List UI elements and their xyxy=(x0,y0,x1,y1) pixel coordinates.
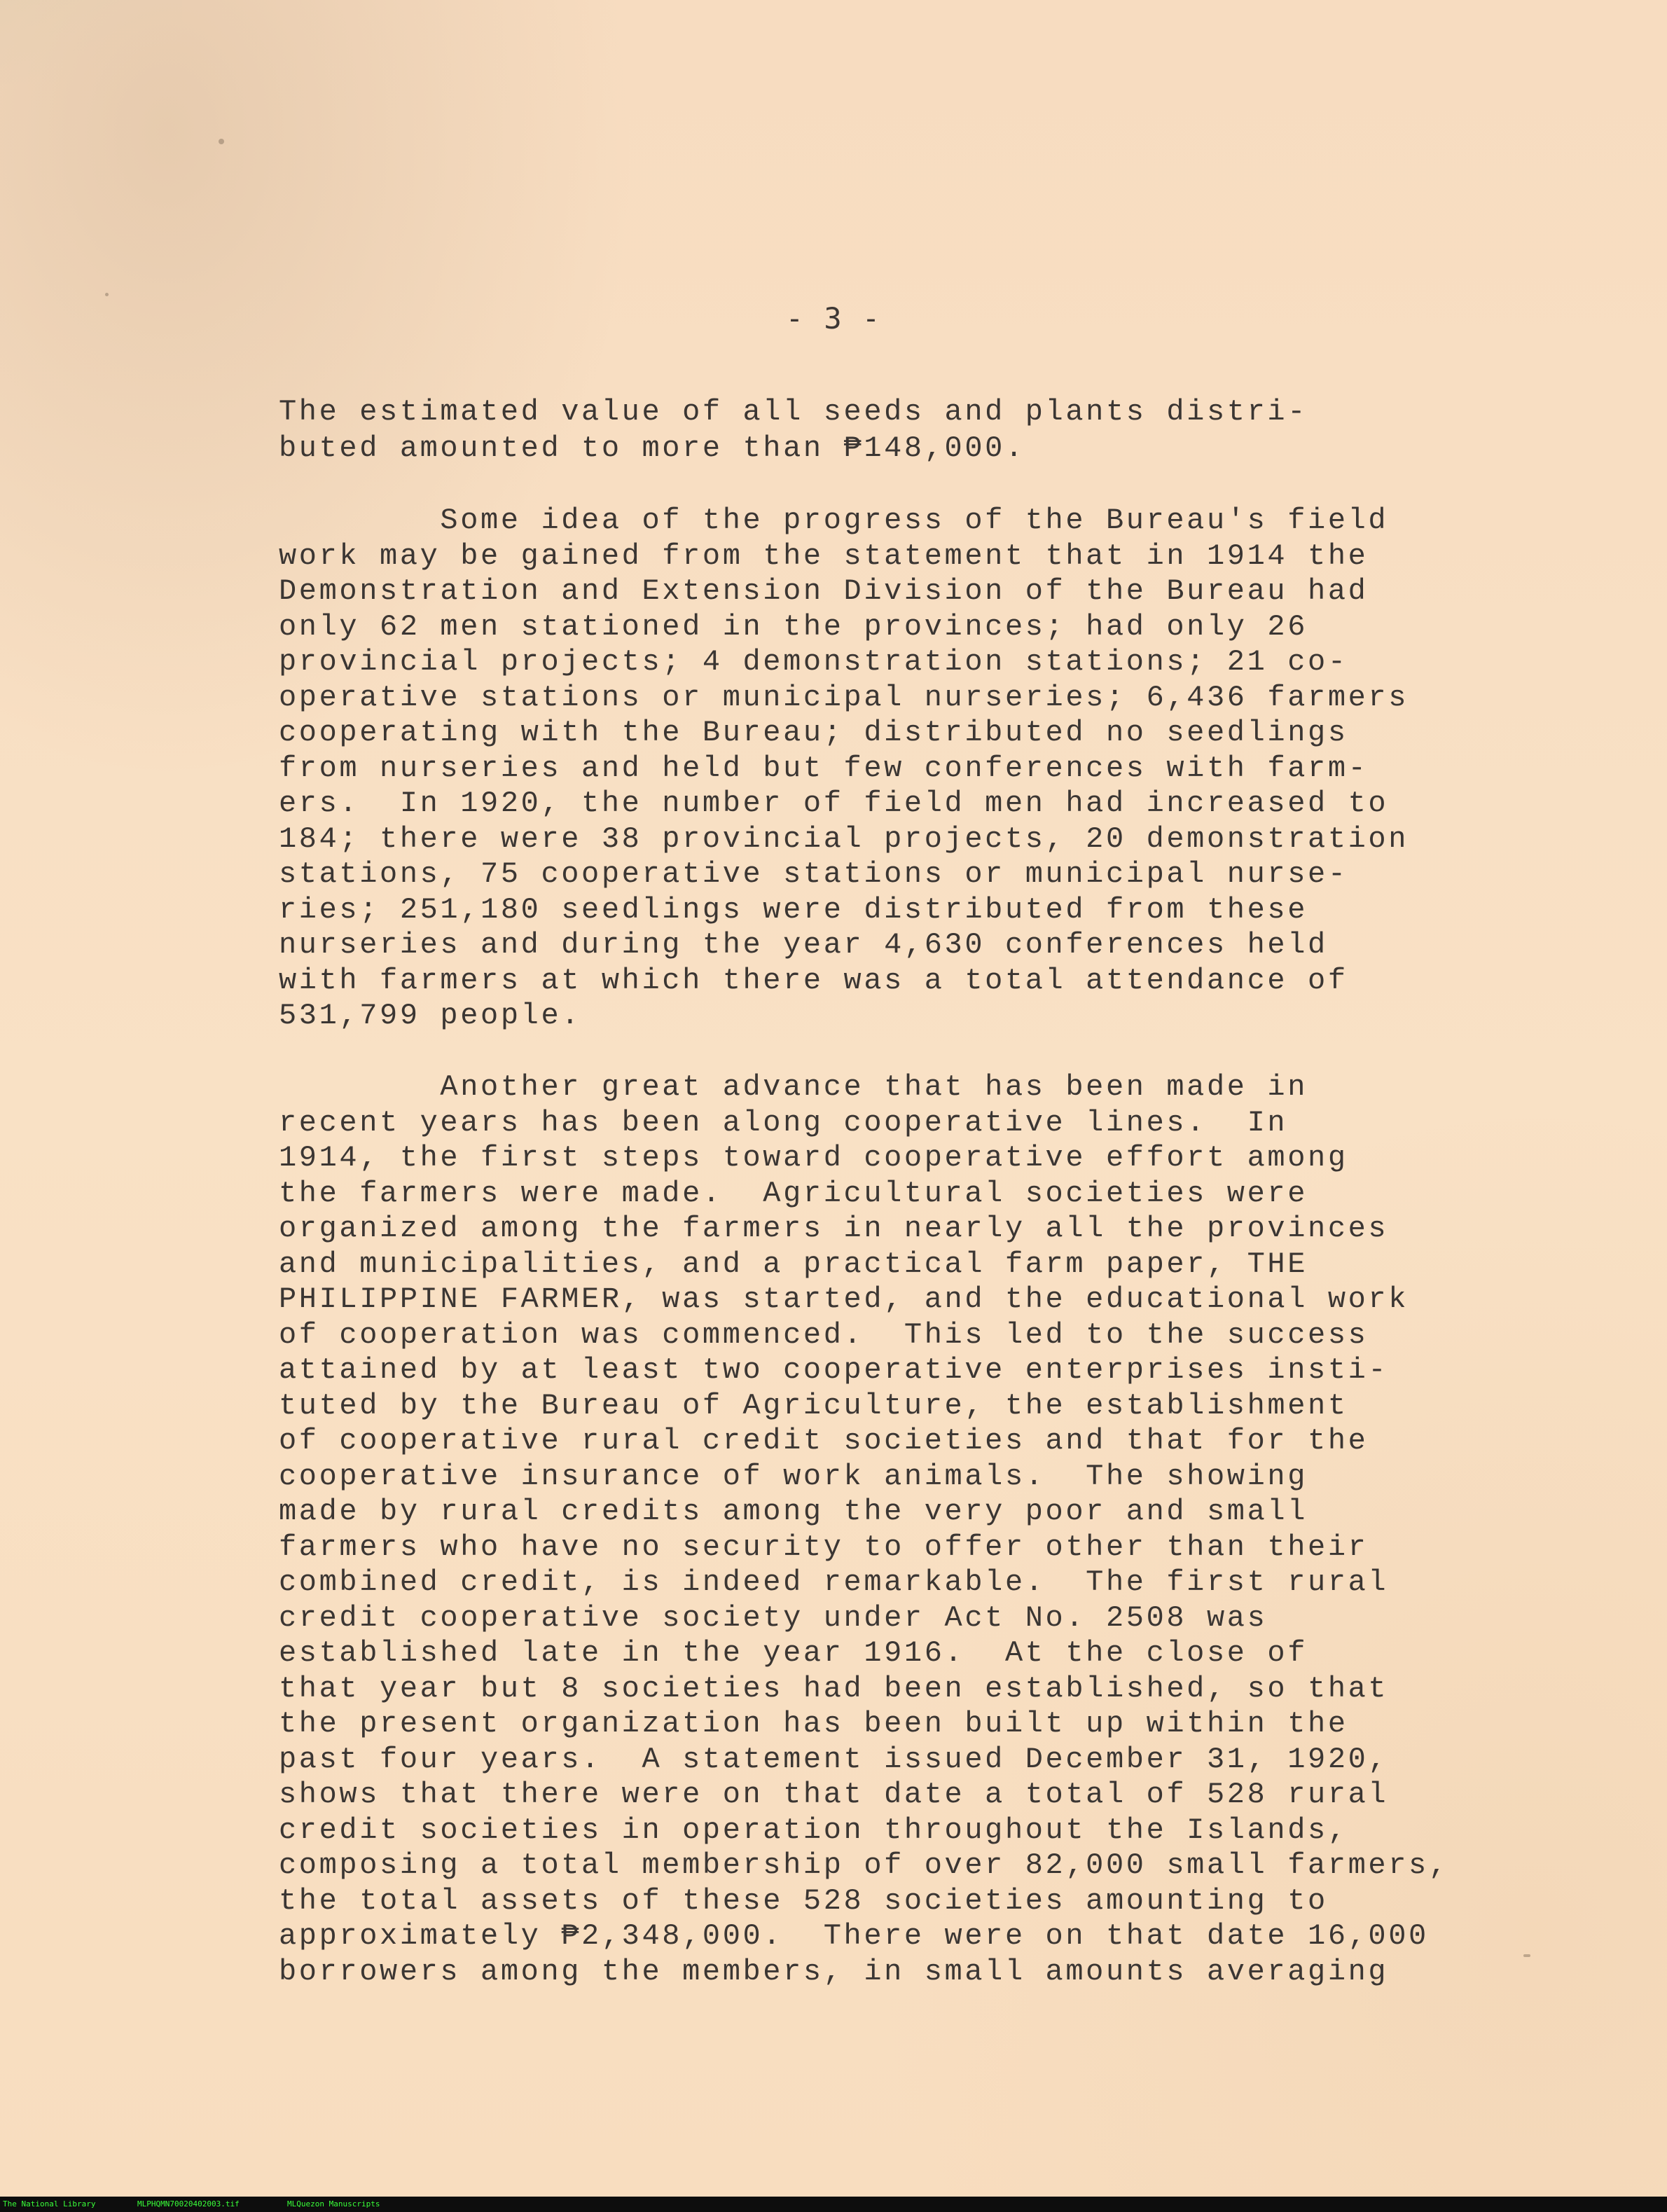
text-line: approximately ₱2,348,000. There were on that date 16,000 xyxy=(279,1919,1429,1953)
paper-speck xyxy=(105,293,109,296)
text-line: the present organization has been built up within the xyxy=(279,1707,1348,1741)
text-line: 1914, the first steps toward cooperative effort among xyxy=(279,1141,1348,1175)
text-line: farmers who have no security to offer other than their xyxy=(279,1530,1369,1564)
text-line: that year but 8 societies had been established, so that xyxy=(279,1672,1389,1706)
text-line: established late in the year 1916. At the close of xyxy=(279,1636,1308,1670)
text-line: work may be gained from the statement that in 1914 the xyxy=(279,539,1369,573)
text-line: buted amounted to more than ₱148,000. xyxy=(279,431,1025,465)
footer-file: MLPHQMN70020402003.tif xyxy=(137,2199,240,2208)
text-line: 184; there were 38 provincial projects, 20 demonstration xyxy=(279,822,1409,856)
scan-footer xyxy=(0,2197,1667,2212)
text-line: made by rural credits among the very poor and small xyxy=(279,1495,1308,1528)
text-line: past four years. A statement issued December 31, 1920, xyxy=(279,1743,1389,1776)
text-line: Demonstration and Extension Division of the Bureau had xyxy=(279,574,1369,608)
text-line: combined credit, is indeed remarkable. The first rural xyxy=(279,1565,1389,1599)
footer-collection: MLQuezon Manuscripts xyxy=(287,2199,380,2208)
text-line: and municipalities, and a practical farm paper, THE xyxy=(279,1247,1308,1281)
paper-speck xyxy=(1523,1954,1530,1957)
footer-library: The National Library xyxy=(3,2199,96,2208)
text-line: PHILIPPINE FARMER, was started, and the educational work xyxy=(279,1283,1409,1316)
text-line: tuted by the Bureau of Agriculture, the establishment xyxy=(279,1389,1348,1423)
text-line: 531,799 people. xyxy=(279,999,582,1032)
text-line: borrowers among the members, in small amounts averaging xyxy=(279,1955,1389,1989)
text-line: cooperative insurance of work animals. The showing xyxy=(279,1460,1308,1493)
text-line: credit cooperative society under Act No. 2508 was xyxy=(279,1601,1268,1635)
text-line: cooperating with the Bureau; distributed no seedlings xyxy=(279,716,1348,749)
text-line: ers. In 1920, the number of field men had increased to xyxy=(279,787,1389,820)
text-line: operative stations or municipal nurseries; 6,436 farmers xyxy=(279,681,1409,714)
text-line: of cooperative rural credit societies and that for the xyxy=(279,1424,1369,1458)
text-line: attained by at least two cooperative enterprises insti- xyxy=(279,1353,1389,1387)
text-line: recent years has been along cooperative lines. In xyxy=(279,1106,1288,1140)
text-line: with farmers at which there was a total attendance of xyxy=(279,964,1348,997)
text-line: of cooperation was commenced. This led to the success xyxy=(279,1318,1369,1352)
text-line: stations, 75 cooperative stations or municipal nurse- xyxy=(279,857,1348,891)
text-line: Some idea of the progress of the Bureau's field xyxy=(279,504,1389,537)
text-line: credit societies in operation throughout the Islands, xyxy=(279,1813,1348,1847)
text-line: provincial projects; 4 demonstration stations; 21 co- xyxy=(279,645,1348,679)
paper-speck xyxy=(219,139,224,144)
page-number: - 3 - xyxy=(785,301,882,336)
text-line: nurseries and during the year 4,630 conferences held xyxy=(279,928,1328,962)
text-line: shows that there were on that date a total of 528 rural xyxy=(279,1778,1389,1811)
text-line: the total assets of these 528 societies amounting to xyxy=(279,1884,1328,1918)
text-line: organized among the farmers in nearly all the provinces xyxy=(279,1212,1389,1245)
text-line: ries; 251,180 seedlings were distributed from these xyxy=(279,893,1308,927)
text-line: from nurseries and held but few conferences with farm- xyxy=(279,752,1369,785)
torn-corner xyxy=(0,0,182,84)
text-line: The estimated value of all seeds and plants distri- xyxy=(279,395,1308,429)
text-line: composing a total membership of over 82,000 small farmers, xyxy=(279,1848,1449,1882)
text-line: only 62 men stationed in the provinces; had only 26 xyxy=(279,610,1308,644)
text-line: Another great advance that has been made in xyxy=(279,1070,1308,1104)
text-line: the farmers were made. Agricultural societies were xyxy=(279,1177,1308,1210)
